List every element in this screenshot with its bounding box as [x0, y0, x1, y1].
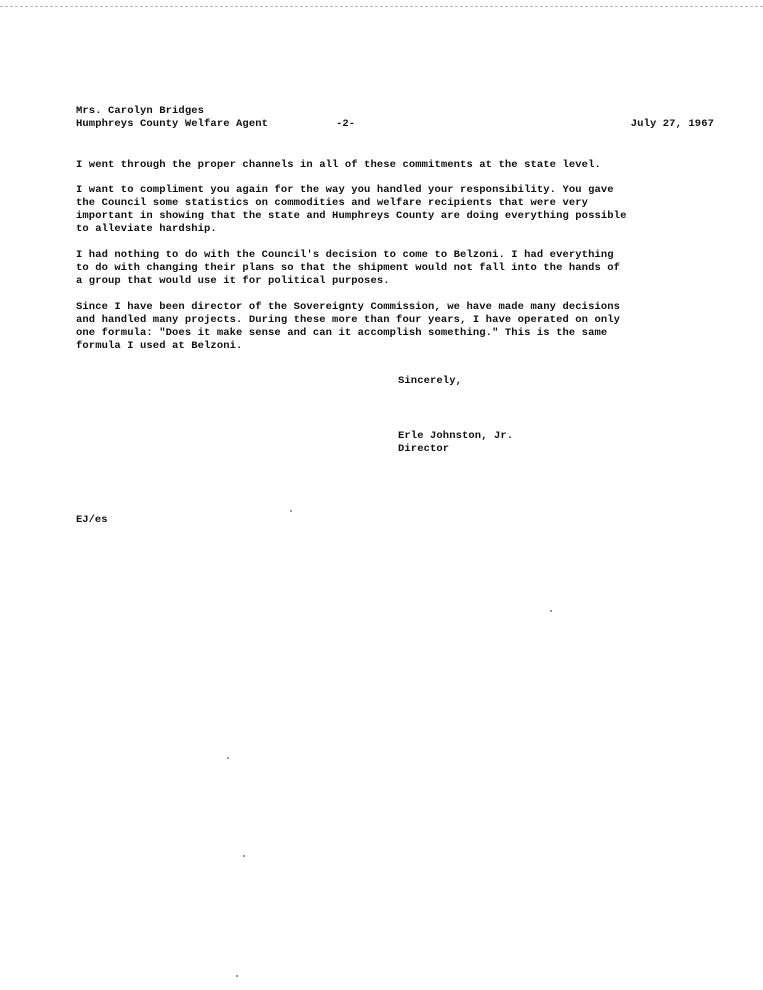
body-paragraph: Since I have been director of the Sovereignty Commission, we have made many decisions and handled many projects. During these more than four years, I have operated on only one formula: "Does it make sense and can it accomplish something." This is the same formula I used at Belzoni. — [76, 301, 621, 352]
page-number: -2- — [336, 118, 356, 130]
scan-top-edge — [0, 0, 763, 7]
signer-name: Erle Johnston, Jr. — [398, 430, 514, 442]
letter-header — [76, 105, 726, 131]
closing-salutation: Sincerely, — [398, 375, 463, 387]
body-paragraph: I want to compliment you again for the way you handled your responsibility. You gave the Council some statistics on commodities and welfare recipients that were very important in showing that the state and Humphreys County are doing everything possible to alleviate hardship. — [76, 184, 627, 235]
scan-speck — [227, 757, 229, 759]
scan-speck — [550, 610, 552, 612]
scan-speck — [243, 855, 245, 857]
body-paragraph: I went through the proper channels in all of these commitments at the state level. — [76, 159, 601, 171]
letter-date: July 27, 1967 — [630, 118, 714, 130]
typist-initials: EJ/es — [76, 514, 108, 526]
signer-title: Director — [398, 443, 450, 455]
signature-block — [398, 375, 726, 456]
body-paragraph: I had nothing to do with the Council's decision to come to Belzoni. I had everything to do with changing their plans so that the shipment would not fall into the hands of a group that would use it for political purposes. — [76, 249, 621, 287]
recipient-name: Mrs. Carolyn Bridges — [76, 105, 205, 117]
recipient-title: Humphreys County Welfare Agent — [76, 118, 269, 130]
scan-speck — [236, 975, 238, 977]
scan-speck — [290, 510, 292, 512]
letter-page — [76, 105, 726, 456]
recipient-block — [76, 105, 326, 131]
